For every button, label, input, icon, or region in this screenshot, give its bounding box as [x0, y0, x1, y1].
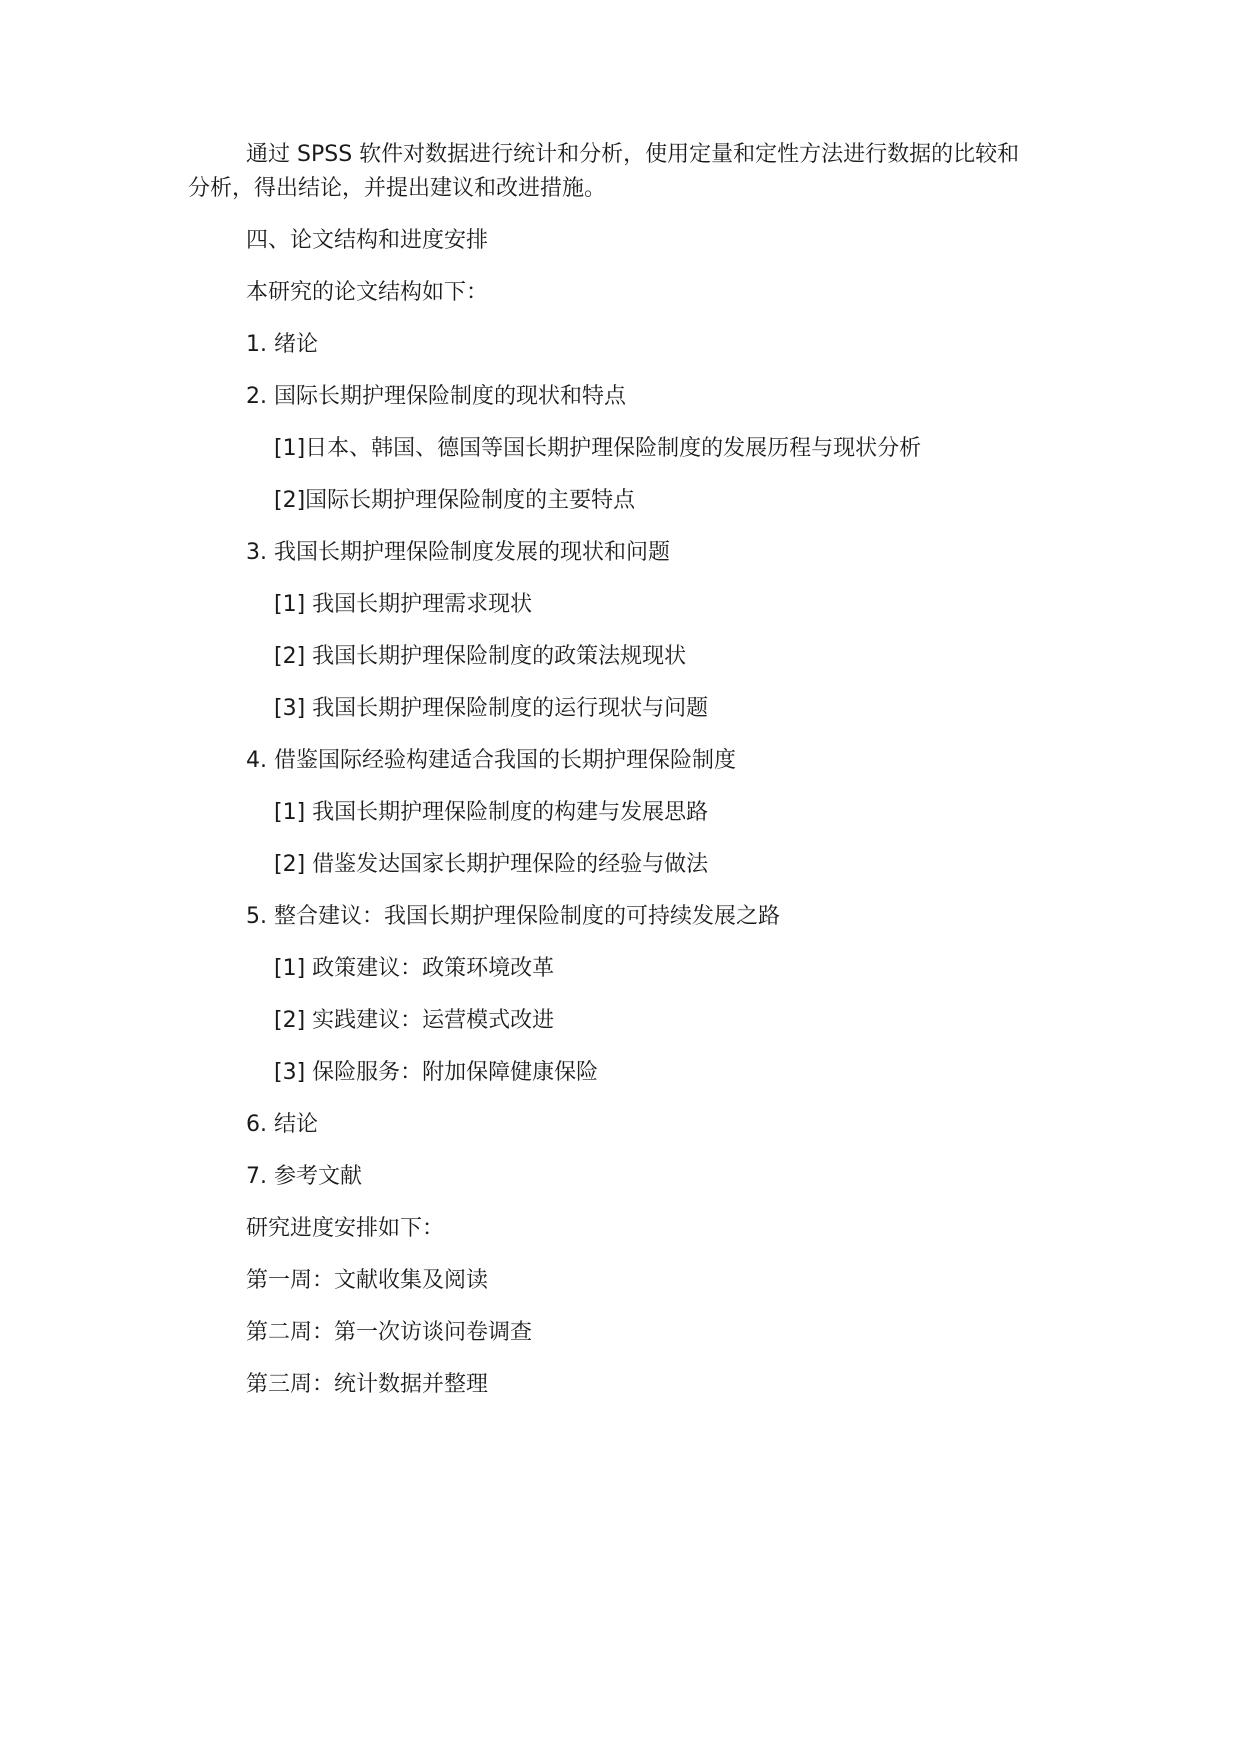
intro-paragraph-line-2: 分析，得出结论，并提出建议和改进措施。: [188, 176, 607, 201]
outline-item-2: 2. 国际长期护理保险制度的现状和特点: [246, 384, 626, 409]
outline-subitem-3-2: [2] 我国长期护理保险制度的政策法规现状: [274, 644, 687, 669]
outline-subitem-5-3: [3] 保险服务：附加保障健康保险: [274, 1060, 599, 1085]
outline-item-4: 4. 借鉴国际经验构建适合我国的长期护理保险制度: [246, 748, 736, 773]
structure-intro: 本研究的论文结构如下：: [246, 280, 489, 305]
outline-item-3: 3. 我国长期护理保险制度发展的现状和问题: [246, 540, 670, 565]
schedule-intro: 研究进度安排如下：: [246, 1216, 445, 1241]
outline-subitem-2-1: [1]日本、韩国、德国等国长期护理保险制度的发展历程与现状分析: [274, 436, 922, 461]
outline-subitem-4-2: [2] 借鉴发达国家长期护理保险的经验与做法: [274, 852, 709, 877]
outline-subitem-3-3: [3] 我国长期护理保险制度的运行现状与问题: [274, 696, 709, 721]
schedule-item-week-1: 第一周：文献收集及阅读: [246, 1268, 489, 1293]
outline-item-1: 1. 绪论: [246, 332, 318, 357]
outline-subitem-3-1: [1] 我国长期护理需求现状: [274, 592, 533, 617]
outline-subitem-5-1: [1] 政策建议：政策环境改革: [274, 956, 555, 981]
outline-item-7: 7. 参考文献: [246, 1164, 362, 1189]
schedule-item-week-3: 第三周：统计数据并整理: [246, 1372, 489, 1397]
section-heading: 四、论文结构和进度安排: [246, 228, 489, 253]
intro-paragraph-line-1: 通过 SPSS 软件对数据进行统计和分析，使用定量和定性方法进行数据的比较和: [246, 142, 1020, 167]
outline-subitem-2-2: [2]国际长期护理保险制度的主要特点: [274, 488, 636, 513]
outline-item-5: 5. 整合建议：我国长期护理保险制度的可持续发展之路: [246, 904, 780, 929]
outline-item-6: 6. 结论: [246, 1112, 318, 1137]
outline-subitem-4-1: [1] 我国长期护理保险制度的构建与发展思路: [274, 800, 709, 825]
schedule-item-week-2: 第二周：第一次访谈问卷调查: [246, 1320, 533, 1345]
outline-subitem-5-2: [2] 实践建议：运营模式改进: [274, 1008, 555, 1033]
